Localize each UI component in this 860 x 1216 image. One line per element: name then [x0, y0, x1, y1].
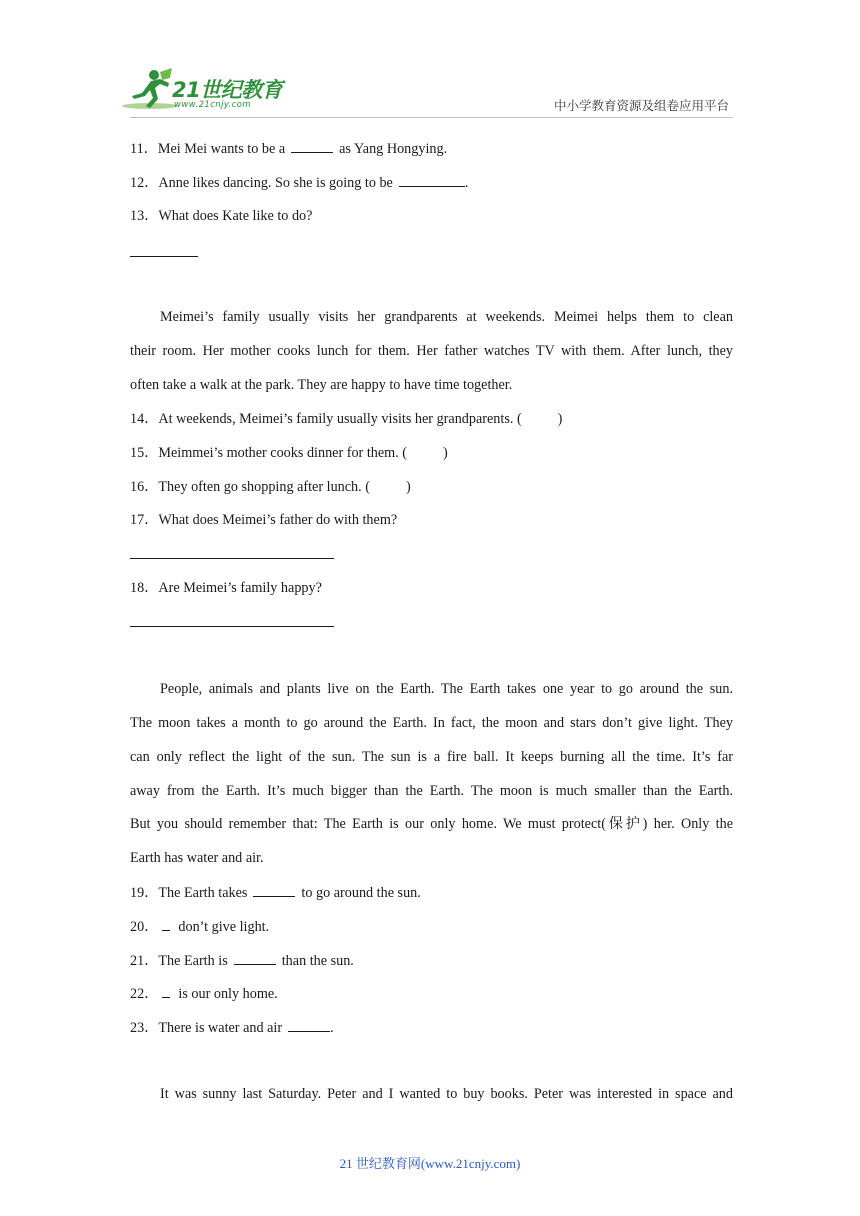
question-11: 11．Mei Mei wants to be a as Yang Hongying. — [130, 138, 447, 159]
answer-line-18[interactable] — [130, 626, 334, 627]
question-17: 17．What does Meimei’s father do with them? — [130, 512, 398, 528]
question-15: 15．Meimmei’s mother cooks dinner for them. ( ) — [130, 445, 448, 461]
passage-b-line: Meimei’s family usually visits her grandparents at weekends. Meimei helps them to clean — [160, 309, 733, 325]
passage-b-line: often take a walk at the park. They are happy to have time together. — [130, 377, 513, 393]
question-19: 19．The Earth takes to go around the sun. — [130, 882, 421, 903]
question-20: 20． don’t give light. — [130, 916, 269, 937]
question-12: 12．Anne likes dancing. So she is going to be . — [130, 172, 468, 193]
answer-line-17[interactable] — [130, 558, 334, 559]
answer-line-13[interactable] — [130, 256, 198, 257]
passage-c-line: People, animals and plants live on the Earth. The Earth takes one year to go around the sun. — [160, 681, 733, 697]
platform-name: 中小学教育资源及组卷应用平台 — [553, 98, 729, 113]
passage-c-line: But you should remember that: The Earth is our only home. We must protect(保护) her. Only the — [130, 816, 733, 832]
answer-blank[interactable] — [399, 172, 465, 187]
passage-b-line: their room. Her mother cooks lunch for them. Her father watches TV with them. After lunch, they — [130, 343, 733, 359]
passage-c-line: can only reflect the light of the sun. The sun is a fire ball. It keeps burning all the time. It’s far — [130, 749, 733, 765]
question-13: 13．What does Kate like to do? — [130, 208, 313, 224]
answer-blank[interactable] — [162, 983, 170, 998]
answer-blank[interactable] — [253, 882, 295, 897]
question-23: 23．There is water and air . — [130, 1017, 334, 1038]
page-header — [0, 0, 860, 120]
question-18: 18．Are Meimei’s family happy? — [130, 580, 322, 596]
passage-c-line: Earth has water and air. — [130, 850, 264, 866]
answer-blank[interactable] — [162, 916, 170, 931]
question-16: 16．They often go shopping after lunch. ( ) — [130, 479, 411, 495]
logo — [120, 66, 295, 116]
answer-blank[interactable] — [291, 138, 333, 153]
question-21: 21．The Earth is than the sun. — [130, 950, 354, 971]
passage-c-line: away from the Earth. It’s much bigger than the Earth. The moon is much smaller than the Earth. — [130, 783, 733, 799]
header-divider — [130, 117, 733, 118]
answer-blank[interactable] — [288, 1017, 330, 1032]
page-footer: 21 世纪教育网(www.21cnjy.com) — [339, 1156, 521, 1171]
question-14: 14．At weekends, Meimei’s family usually visits her grandparents. ( ) — [130, 411, 563, 427]
question-22: 22． is our only home. — [130, 983, 278, 1004]
passage-d-line: It was sunny last Saturday. Peter and I wanted to buy books. Peter was interested in space and — [160, 1086, 733, 1102]
logo-name: 21世纪教育 — [172, 78, 283, 102]
passage-c-line: The moon takes a month to go around the Earth. In fact, the moon and stars don’t give light. They — [130, 715, 733, 731]
answer-blank[interactable] — [234, 950, 276, 965]
logo-url: www.21cnjy.com — [174, 100, 252, 110]
